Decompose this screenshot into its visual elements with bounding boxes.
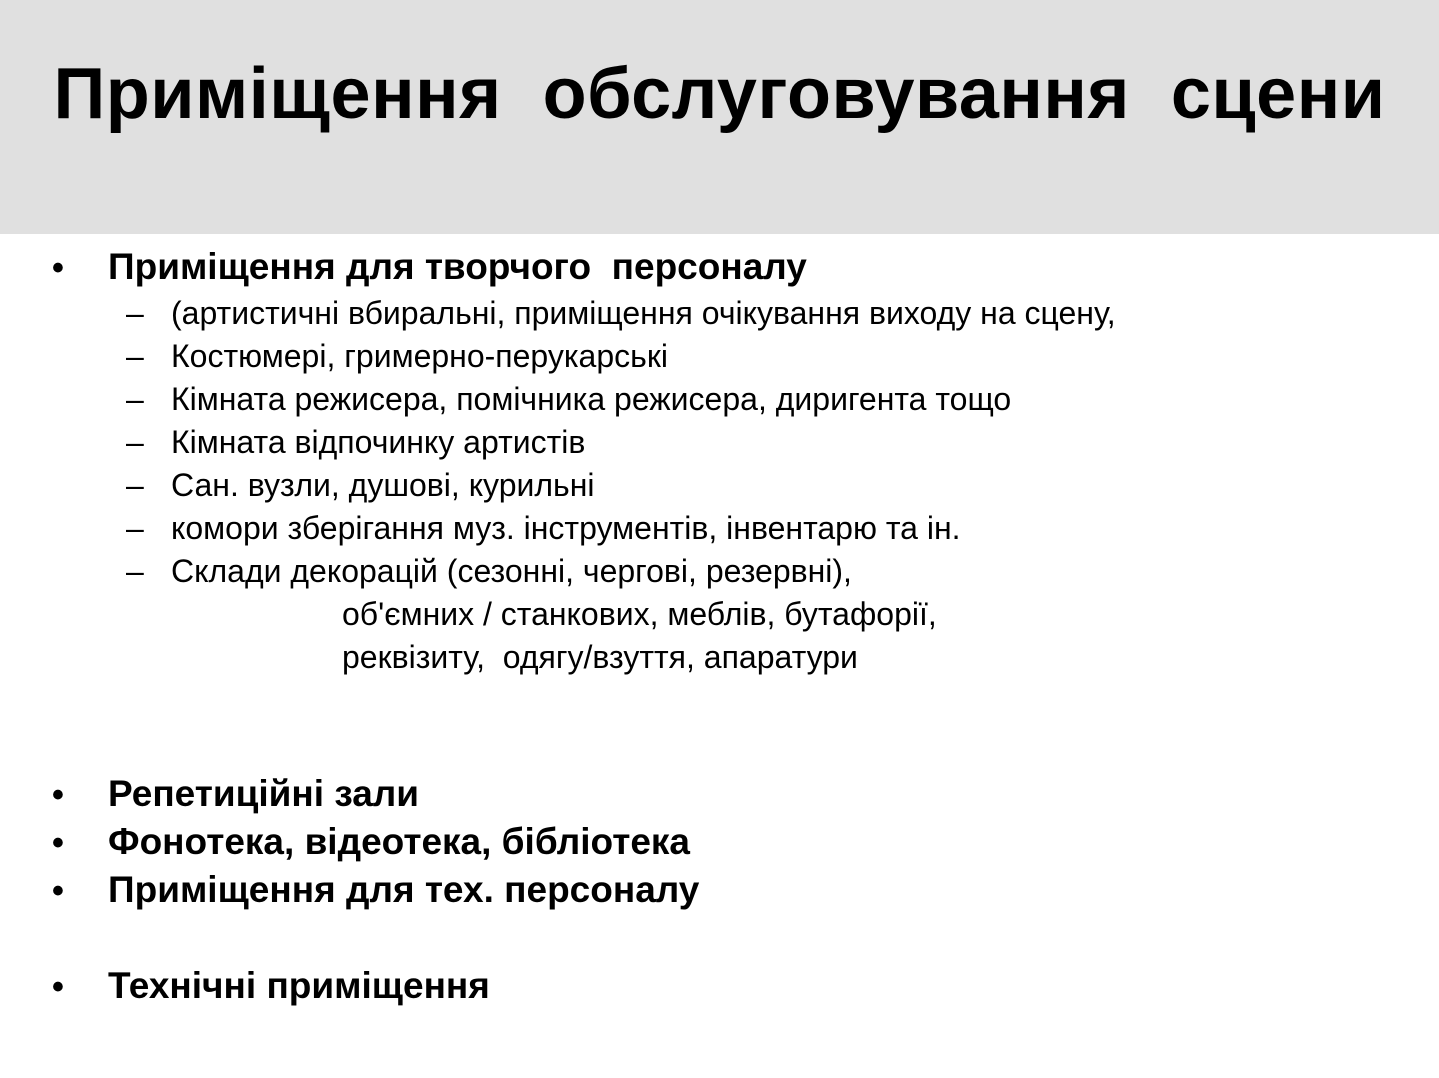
bullet-item-tech-staff: Приміщення для тех. персоналу [108, 869, 700, 910]
bullet-marker: • [52, 968, 64, 1006]
subitem-storage: комори зберігання муз. інструментів, інвентарю та ін. [171, 510, 961, 546]
bullet-item-library: Фонотека, відеотека, бібліотека [108, 821, 691, 862]
dash-marker: – [126, 467, 144, 503]
subitem-costume-rooms: Костюмері, гримерно-перукарські [171, 338, 668, 374]
subitem-director-room: Кімната режисера, помічника режисера, диригента тощо [171, 381, 1012, 417]
subitem-rest-room: Кімната відпочинку артистів [171, 424, 586, 460]
dash-marker: – [126, 381, 144, 417]
bullet-item-technical-rooms: Технічні приміщення [108, 965, 490, 1006]
dash-marker: – [126, 338, 144, 374]
dash-marker: – [126, 424, 144, 460]
subitem-continuation: реквізиту, одягу/взуття, апаратури [342, 639, 858, 675]
subitem-scenery-stores: Склади декорацій (сезонні, чергові, резервні), [171, 553, 852, 589]
slide-title: Приміщення обслуговування сцени [53, 54, 1386, 134]
bullet-marker: • [52, 249, 64, 287]
dash-marker: – [126, 553, 144, 589]
dash-marker: – [126, 295, 144, 331]
bullet-item-creative-staff: Приміщення для творчого персоналу [108, 246, 807, 287]
subitem-dressing-rooms: (артистичні вбиральні, приміщення очікування виходу на сцену, [171, 295, 1116, 331]
bullet-marker: • [52, 872, 64, 910]
subitem-continuation: об'ємних / станкових, меблів, бутафорії, [342, 596, 937, 632]
bullet-item-rehearsal-halls: Репетиційні зали [108, 773, 420, 814]
subitem-sanitary: Сан. вузли, душові, курильні [171, 467, 595, 503]
bullet-marker: • [52, 824, 64, 862]
bullet-marker: • [52, 776, 64, 814]
dash-marker: – [126, 510, 144, 546]
